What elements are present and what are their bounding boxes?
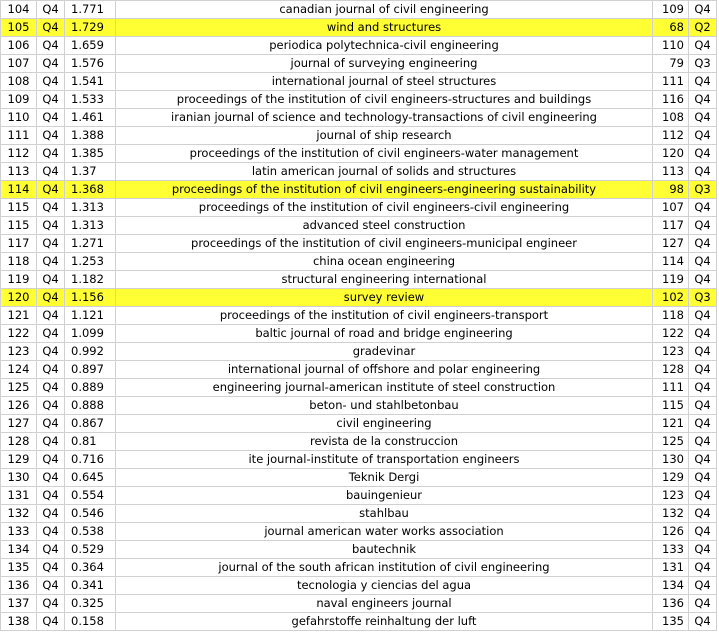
secondary-quartile-cell[interactable]: Q4 [689, 523, 717, 541]
impact-factor-cell[interactable]: 1.368 [65, 181, 116, 199]
quartile-cell[interactable]: Q4 [37, 523, 65, 541]
secondary-quartile-cell[interactable]: Q4 [689, 1, 717, 19]
impact-factor-cell[interactable]: 1.461 [65, 109, 116, 127]
table-row [1, 1, 717, 19]
rank-cell[interactable]: 133 [1, 523, 37, 541]
journal-name-cell[interactable]: proceedings of the institution of civil engineers-transport [116, 307, 653, 325]
secondary-rank-cell[interactable]: 128 [653, 361, 689, 379]
quartile-cell[interactable]: Q4 [37, 595, 65, 613]
quartile-cell[interactable]: Q4 [37, 217, 65, 235]
secondary-quartile-cell[interactable]: Q3 [689, 289, 717, 307]
table-row [1, 469, 717, 487]
table-row [1, 379, 717, 397]
secondary-rank-cell[interactable]: 132 [653, 505, 689, 523]
journal-name-cell[interactable]: baltic journal of road and bridge engineering [116, 325, 653, 343]
impact-factor-cell[interactable]: 0.546 [65, 505, 116, 523]
impact-factor-cell[interactable]: 1.182 [65, 271, 116, 289]
quartile-cell[interactable]: Q4 [37, 559, 65, 577]
rank-cell[interactable]: 125 [1, 379, 37, 397]
secondary-quartile-cell[interactable]: Q3 [689, 181, 717, 199]
table-row [1, 145, 717, 163]
secondary-rank-cell[interactable]: 129 [653, 469, 689, 487]
impact-factor-cell[interactable]: 0.325 [65, 595, 116, 613]
secondary-rank-cell[interactable]: 118 [653, 307, 689, 325]
rank-cell[interactable]: 115 [1, 217, 37, 235]
secondary-rank-cell[interactable]: 114 [653, 253, 689, 271]
journal-name-cell[interactable]: structural engineering international [116, 271, 653, 289]
table-row [1, 343, 717, 361]
impact-factor-cell[interactable]: 1.729 [65, 19, 116, 37]
impact-factor-cell[interactable]: 0.889 [65, 379, 116, 397]
rank-cell[interactable]: 104 [1, 1, 37, 19]
secondary-rank-cell[interactable]: 117 [653, 217, 689, 235]
secondary-quartile-cell[interactable]: Q4 [689, 253, 717, 271]
impact-factor-cell[interactable]: 0.341 [65, 577, 116, 595]
quartile-cell[interactable]: Q4 [37, 163, 65, 181]
journal-name-cell[interactable]: international journal of steel structures [116, 73, 653, 91]
rank-cell[interactable]: 117 [1, 235, 37, 253]
secondary-quartile-cell[interactable]: Q2 [689, 19, 717, 37]
secondary-rank-cell[interactable]: 111 [653, 379, 689, 397]
secondary-quartile-cell[interactable]: Q4 [689, 613, 717, 631]
secondary-rank-cell[interactable]: 98 [653, 181, 689, 199]
quartile-cell[interactable]: Q4 [37, 397, 65, 415]
secondary-rank-cell[interactable]: 135 [653, 613, 689, 631]
impact-factor-cell[interactable]: 0.716 [65, 451, 116, 469]
secondary-rank-cell[interactable]: 102 [653, 289, 689, 307]
impact-factor-cell[interactable]: 0.158 [65, 613, 116, 631]
quartile-cell[interactable]: Q4 [37, 541, 65, 559]
secondary-rank-cell[interactable]: 115 [653, 397, 689, 415]
journal-name-cell[interactable]: gefahrstoffe reinhaltung der luft [116, 613, 653, 631]
rank-cell[interactable]: 114 [1, 181, 37, 199]
secondary-quartile-cell[interactable]: Q4 [689, 469, 717, 487]
secondary-quartile-cell[interactable]: Q4 [689, 307, 717, 325]
quartile-cell[interactable]: Q4 [37, 379, 65, 397]
table-row [1, 541, 717, 559]
table-row [1, 613, 717, 631]
impact-factor-cell[interactable]: 0.81 [65, 433, 116, 451]
rank-cell[interactable]: 130 [1, 469, 37, 487]
rank-cell[interactable]: 134 [1, 541, 37, 559]
journal-name-cell[interactable]: engineering journal-american institute of steel construction [116, 379, 653, 397]
impact-factor-cell[interactable]: 1.313 [65, 199, 116, 217]
rank-cell[interactable]: 119 [1, 271, 37, 289]
table-row [1, 199, 717, 217]
secondary-rank-cell[interactable]: 119 [653, 271, 689, 289]
impact-factor-cell[interactable]: 1.271 [65, 235, 116, 253]
journal-name-cell[interactable]: canadian journal of civil engineering [116, 1, 653, 19]
secondary-quartile-cell[interactable]: Q4 [689, 505, 717, 523]
rank-cell[interactable]: 131 [1, 487, 37, 505]
rank-cell[interactable]: 112 [1, 145, 37, 163]
secondary-rank-cell[interactable]: 121 [653, 415, 689, 433]
secondary-quartile-cell[interactable]: Q4 [689, 109, 717, 127]
table-row [1, 577, 717, 595]
quartile-cell[interactable]: Q4 [37, 361, 65, 379]
journal-name-cell[interactable]: bautechnik [116, 541, 653, 559]
secondary-quartile-cell[interactable]: Q4 [689, 433, 717, 451]
table-row [1, 289, 717, 307]
secondary-quartile-cell[interactable]: Q4 [689, 199, 717, 217]
impact-factor-cell[interactable]: 1.541 [65, 73, 116, 91]
journal-name-cell[interactable]: journal of surveying engineering [116, 55, 653, 73]
secondary-quartile-cell[interactable]: Q4 [689, 145, 717, 163]
secondary-rank-cell[interactable]: 111 [653, 73, 689, 91]
rank-cell[interactable]: 132 [1, 505, 37, 523]
impact-factor-cell[interactable]: 1.253 [65, 253, 116, 271]
quartile-cell[interactable]: Q4 [37, 577, 65, 595]
secondary-quartile-cell[interactable]: Q4 [689, 397, 717, 415]
table-row [1, 253, 717, 271]
journal-name-cell[interactable]: journal of ship research [116, 127, 653, 145]
table-row [1, 73, 717, 91]
table-row [1, 361, 717, 379]
journal-name-cell[interactable]: journal american water works association [116, 523, 653, 541]
table-row [1, 595, 717, 613]
rank-cell[interactable]: 124 [1, 361, 37, 379]
rank-cell[interactable]: 121 [1, 307, 37, 325]
rank-cell[interactable]: 136 [1, 577, 37, 595]
secondary-rank-cell[interactable]: 120 [653, 145, 689, 163]
table-row [1, 109, 717, 127]
quartile-cell[interactable]: Q4 [37, 433, 65, 451]
quartile-cell[interactable]: Q4 [37, 91, 65, 109]
table-row [1, 91, 717, 109]
journal-name-cell[interactable]: periodica polytechnica-civil engineering [116, 37, 653, 55]
rank-cell[interactable]: 127 [1, 415, 37, 433]
quartile-cell[interactable]: Q4 [37, 55, 65, 73]
secondary-rank-cell[interactable]: 79 [653, 55, 689, 73]
table-row [1, 325, 717, 343]
journal-name-cell[interactable]: Teknik Dergi [116, 469, 653, 487]
table-row [1, 55, 717, 73]
impact-factor-cell[interactable]: 1.385 [65, 145, 116, 163]
secondary-rank-cell[interactable]: 107 [653, 199, 689, 217]
secondary-quartile-cell[interactable]: Q3 [689, 55, 717, 73]
secondary-quartile-cell[interactable]: Q4 [689, 361, 717, 379]
rank-cell[interactable]: 113 [1, 163, 37, 181]
quartile-cell[interactable]: Q4 [37, 505, 65, 523]
quartile-cell[interactable]: Q4 [37, 235, 65, 253]
quartile-cell[interactable]: Q4 [37, 127, 65, 145]
quartile-cell[interactable]: Q4 [37, 289, 65, 307]
rank-cell[interactable]: 111 [1, 127, 37, 145]
journal-name-cell[interactable]: survey review [116, 289, 653, 307]
quartile-cell[interactable]: Q4 [37, 73, 65, 91]
secondary-rank-cell[interactable]: 122 [653, 325, 689, 343]
quartile-cell[interactable]: Q4 [37, 199, 65, 217]
journal-name-cell[interactable]: gradevinar [116, 343, 653, 361]
secondary-quartile-cell[interactable]: Q4 [689, 163, 717, 181]
table-row [1, 181, 717, 199]
impact-factor-cell[interactable]: 1.156 [65, 289, 116, 307]
quartile-cell[interactable]: Q4 [37, 469, 65, 487]
secondary-quartile-cell[interactable]: Q4 [689, 127, 717, 145]
impact-factor-cell[interactable]: 0.897 [65, 361, 116, 379]
impact-factor-cell[interactable]: 0.538 [65, 523, 116, 541]
journal-name-cell[interactable]: iranian journal of science and technology-transactions of civil engineering [116, 109, 653, 127]
table-row [1, 433, 717, 451]
quartile-cell[interactable]: Q4 [37, 19, 65, 37]
journal-name-cell[interactable]: proceedings of the institution of civil engineers-water management [116, 145, 653, 163]
secondary-rank-cell[interactable]: 123 [653, 487, 689, 505]
secondary-rank-cell[interactable]: 116 [653, 91, 689, 109]
secondary-quartile-cell[interactable]: Q4 [689, 73, 717, 91]
journal-name-cell[interactable]: journal of the south african institution of civil engineering [116, 559, 653, 577]
secondary-quartile-cell[interactable]: Q4 [689, 595, 717, 613]
table-row [1, 127, 717, 145]
secondary-quartile-cell[interactable]: Q4 [689, 379, 717, 397]
quartile-cell[interactable]: Q4 [37, 487, 65, 505]
rank-cell[interactable]: 128 [1, 433, 37, 451]
rank-cell[interactable]: 108 [1, 73, 37, 91]
impact-factor-cell[interactable]: 1.659 [65, 37, 116, 55]
table-row [1, 559, 717, 577]
rank-cell[interactable]: 135 [1, 559, 37, 577]
rank-cell[interactable]: 109 [1, 91, 37, 109]
rank-cell[interactable]: 118 [1, 253, 37, 271]
impact-factor-cell[interactable]: 0.529 [65, 541, 116, 559]
rank-cell[interactable]: 137 [1, 595, 37, 613]
journal-name-cell[interactable]: revista de la construccion [116, 433, 653, 451]
quartile-cell[interactable]: Q4 [37, 253, 65, 271]
impact-factor-cell[interactable]: 1.533 [65, 91, 116, 109]
secondary-rank-cell[interactable]: 112 [653, 127, 689, 145]
journal-name-cell[interactable]: beton- und stahlbetonbau [116, 397, 653, 415]
secondary-rank-cell[interactable]: 136 [653, 595, 689, 613]
rank-cell[interactable]: 138 [1, 613, 37, 631]
table-row [1, 415, 717, 433]
rank-cell[interactable]: 129 [1, 451, 37, 469]
quartile-cell[interactable]: Q4 [37, 181, 65, 199]
rank-cell[interactable]: 120 [1, 289, 37, 307]
table-row [1, 217, 717, 235]
secondary-quartile-cell[interactable]: Q4 [689, 415, 717, 433]
secondary-quartile-cell[interactable]: Q4 [689, 541, 717, 559]
table-row [1, 19, 717, 37]
quartile-cell[interactable]: Q4 [37, 343, 65, 361]
table-row [1, 37, 717, 55]
secondary-quartile-cell[interactable]: Q4 [689, 559, 717, 577]
journal-name-cell[interactable]: latin american journal of solids and structures [116, 163, 653, 181]
rank-cell[interactable]: 110 [1, 109, 37, 127]
journal-name-cell[interactable]: china ocean engineering [116, 253, 653, 271]
journal-name-cell[interactable]: international journal of offshore and polar engineering [116, 361, 653, 379]
impact-factor-cell[interactable]: 1.771 [65, 1, 116, 19]
secondary-rank-cell[interactable]: 133 [653, 541, 689, 559]
impact-factor-cell[interactable]: 1.37 [65, 163, 116, 181]
secondary-quartile-cell[interactable]: Q4 [689, 451, 717, 469]
rank-cell[interactable]: 106 [1, 37, 37, 55]
rank-cell[interactable]: 122 [1, 325, 37, 343]
secondary-quartile-cell[interactable]: Q4 [689, 487, 717, 505]
quartile-cell[interactable]: Q4 [37, 37, 65, 55]
secondary-rank-cell[interactable]: 123 [653, 343, 689, 361]
rank-cell[interactable]: 105 [1, 19, 37, 37]
secondary-rank-cell[interactable]: 110 [653, 37, 689, 55]
quartile-cell[interactable]: Q4 [37, 307, 65, 325]
journal-name-cell[interactable]: proceedings of the institution of civil engineers-municipal engineer [116, 235, 653, 253]
journal-name-cell[interactable]: bauingenieur [116, 487, 653, 505]
rank-cell[interactable]: 126 [1, 397, 37, 415]
journal-name-cell[interactable]: proceedings of the institution of civil engineers-structures and buildings [116, 91, 653, 109]
secondary-quartile-cell[interactable]: Q4 [689, 343, 717, 361]
table-row [1, 307, 717, 325]
table-row [1, 397, 717, 415]
table-row [1, 271, 717, 289]
table-row [1, 235, 717, 253]
secondary-quartile-cell[interactable]: Q4 [689, 325, 717, 343]
quartile-cell[interactable]: Q4 [37, 325, 65, 343]
secondary-rank-cell[interactable]: 108 [653, 109, 689, 127]
impact-factor-cell[interactable]: 1.388 [65, 127, 116, 145]
secondary-quartile-cell[interactable]: Q4 [689, 91, 717, 109]
quartile-cell[interactable]: Q4 [37, 415, 65, 433]
secondary-rank-cell[interactable]: 130 [653, 451, 689, 469]
impact-factor-cell[interactable]: 1.099 [65, 325, 116, 343]
secondary-rank-cell[interactable]: 113 [653, 163, 689, 181]
quartile-cell[interactable]: Q4 [37, 613, 65, 631]
table-row [1, 505, 717, 523]
journal-name-cell[interactable]: naval engineers journal [116, 595, 653, 613]
quartile-cell[interactable]: Q4 [37, 451, 65, 469]
secondary-quartile-cell[interactable]: Q4 [689, 577, 717, 595]
quartile-cell[interactable]: Q4 [37, 145, 65, 163]
impact-factor-cell[interactable]: 0.992 [65, 343, 116, 361]
impact-factor-cell[interactable]: 0.554 [65, 487, 116, 505]
journal-name-cell[interactable]: tecnologia y ciencias del agua [116, 577, 653, 595]
impact-factor-cell[interactable]: 0.867 [65, 415, 116, 433]
table-row [1, 487, 717, 505]
journal-name-cell[interactable]: ite journal-institute of transportation engineers [116, 451, 653, 469]
secondary-rank-cell[interactable]: 126 [653, 523, 689, 541]
journal-name-cell[interactable]: stahlbau [116, 505, 653, 523]
impact-factor-cell[interactable]: 0.645 [65, 469, 116, 487]
secondary-rank-cell[interactable]: 131 [653, 559, 689, 577]
secondary-rank-cell[interactable]: 109 [653, 1, 689, 19]
impact-factor-cell[interactable]: 1.121 [65, 307, 116, 325]
table-row [1, 163, 717, 181]
secondary-quartile-cell[interactable]: Q4 [689, 37, 717, 55]
rank-cell[interactable]: 107 [1, 55, 37, 73]
quartile-cell[interactable]: Q4 [37, 271, 65, 289]
secondary-rank-cell[interactable]: 134 [653, 577, 689, 595]
table-row [1, 523, 717, 541]
quartile-cell[interactable]: Q4 [37, 1, 65, 19]
secondary-quartile-cell[interactable]: Q4 [689, 217, 717, 235]
journal-name-cell[interactable]: proceedings of the institution of civil engineers-civil engineering [116, 199, 653, 217]
secondary-quartile-cell[interactable]: Q4 [689, 271, 717, 289]
journal-name-cell[interactable]: wind and structures [116, 19, 653, 37]
secondary-rank-cell[interactable]: 68 [653, 19, 689, 37]
journal-name-cell[interactable]: proceedings of the institution of civil engineers-engineering sustainability [116, 181, 653, 199]
impact-factor-cell[interactable]: 1.313 [65, 217, 116, 235]
rank-cell[interactable]: 123 [1, 343, 37, 361]
rank-cell[interactable]: 115 [1, 199, 37, 217]
impact-factor-cell[interactable]: 0.364 [65, 559, 116, 577]
journal-name-cell[interactable]: civil engineering [116, 415, 653, 433]
journal-name-cell[interactable]: advanced steel construction [116, 217, 653, 235]
secondary-quartile-cell[interactable]: Q4 [689, 235, 717, 253]
table-row [1, 451, 717, 469]
secondary-rank-cell[interactable]: 127 [653, 235, 689, 253]
quartile-cell[interactable]: Q4 [37, 109, 65, 127]
secondary-rank-cell[interactable]: 125 [653, 433, 689, 451]
impact-factor-cell[interactable]: 0.888 [65, 397, 116, 415]
impact-factor-cell[interactable]: 1.576 [65, 55, 116, 73]
